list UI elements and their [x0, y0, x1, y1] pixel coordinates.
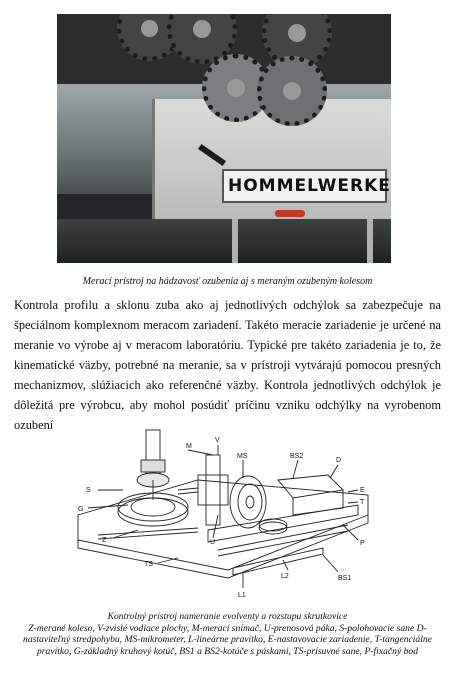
label-u: U	[210, 539, 216, 546]
photo-caption: Merací prístroj na hádzavosť ozubenia aj s meraným ozubeným kolesom	[82, 276, 373, 287]
label-ts: TS	[144, 561, 153, 568]
floor	[57, 219, 391, 263]
label-d: D	[336, 457, 342, 464]
label-ms: MS	[237, 453, 248, 460]
stand-leg	[232, 219, 238, 263]
red-knob	[275, 210, 305, 217]
label-g: G	[78, 506, 84, 513]
label-t: T	[360, 499, 365, 506]
drawing-caption-legend: Z-merané koleso, V-zvislé vodiace plochy, M-merací snímač, U-prenosová páka, S-polohovacie sane D-nastaviteľný stredpohybu, MS-mikrometer, L-lineárne pravítko, E-nastavovacie zariadenie, T-tangenciálne pravítko, G-základný kruhový kotúč, BS1 a BS2-kotúče s páskami, TS-prísuvné sane, P-fixačný bod	[23, 622, 432, 657]
label-z: Z	[102, 537, 107, 544]
machine-photo	[57, 14, 391, 263]
drawing-caption	[10, 611, 445, 657]
label-p: P	[360, 540, 365, 547]
label-m: M	[186, 443, 192, 450]
label-bs2: BS2	[290, 453, 304, 460]
label-s: S	[86, 487, 91, 494]
drawing-caption-title: Kontrolný prístroj nameranie evolventy a rozstupu skrutkovice	[107, 611, 348, 622]
label-l1: L1	[238, 592, 246, 599]
body-paragraph: Kontrola profilu a sklonu zuba ako aj jednotlivých odchýlok sa zabezpečuje na špeciálnom komplexnom meracom zariadení. Takéto meracie zariadenie je určené na meranie vo výrobe aj v meracom laboratóriu. Typické pre takéto zariadenia je to, že kinematické väzby, potrebné na meranie, sa v prístroji vytvárajú pomocou presných mechanizmov, slúžiacich ako referenčné väzby. Kontrola jednotlivých odchýlok je dôležitá pre výrobcu, aby mohol posúdiť príčinu vzniku odchýlky na vyrobenom ozubení	[14, 298, 441, 432]
instrument-drawing	[58, 420, 398, 610]
label-v: V	[215, 437, 220, 444]
label-l2: L2	[281, 573, 289, 580]
label-e: E	[360, 487, 365, 494]
hommelwerke-nameplate: HOMMELWERKE	[222, 169, 387, 203]
stand-leg	[367, 219, 373, 263]
label-bs1: BS1	[338, 575, 352, 582]
master-gear	[257, 56, 327, 126]
